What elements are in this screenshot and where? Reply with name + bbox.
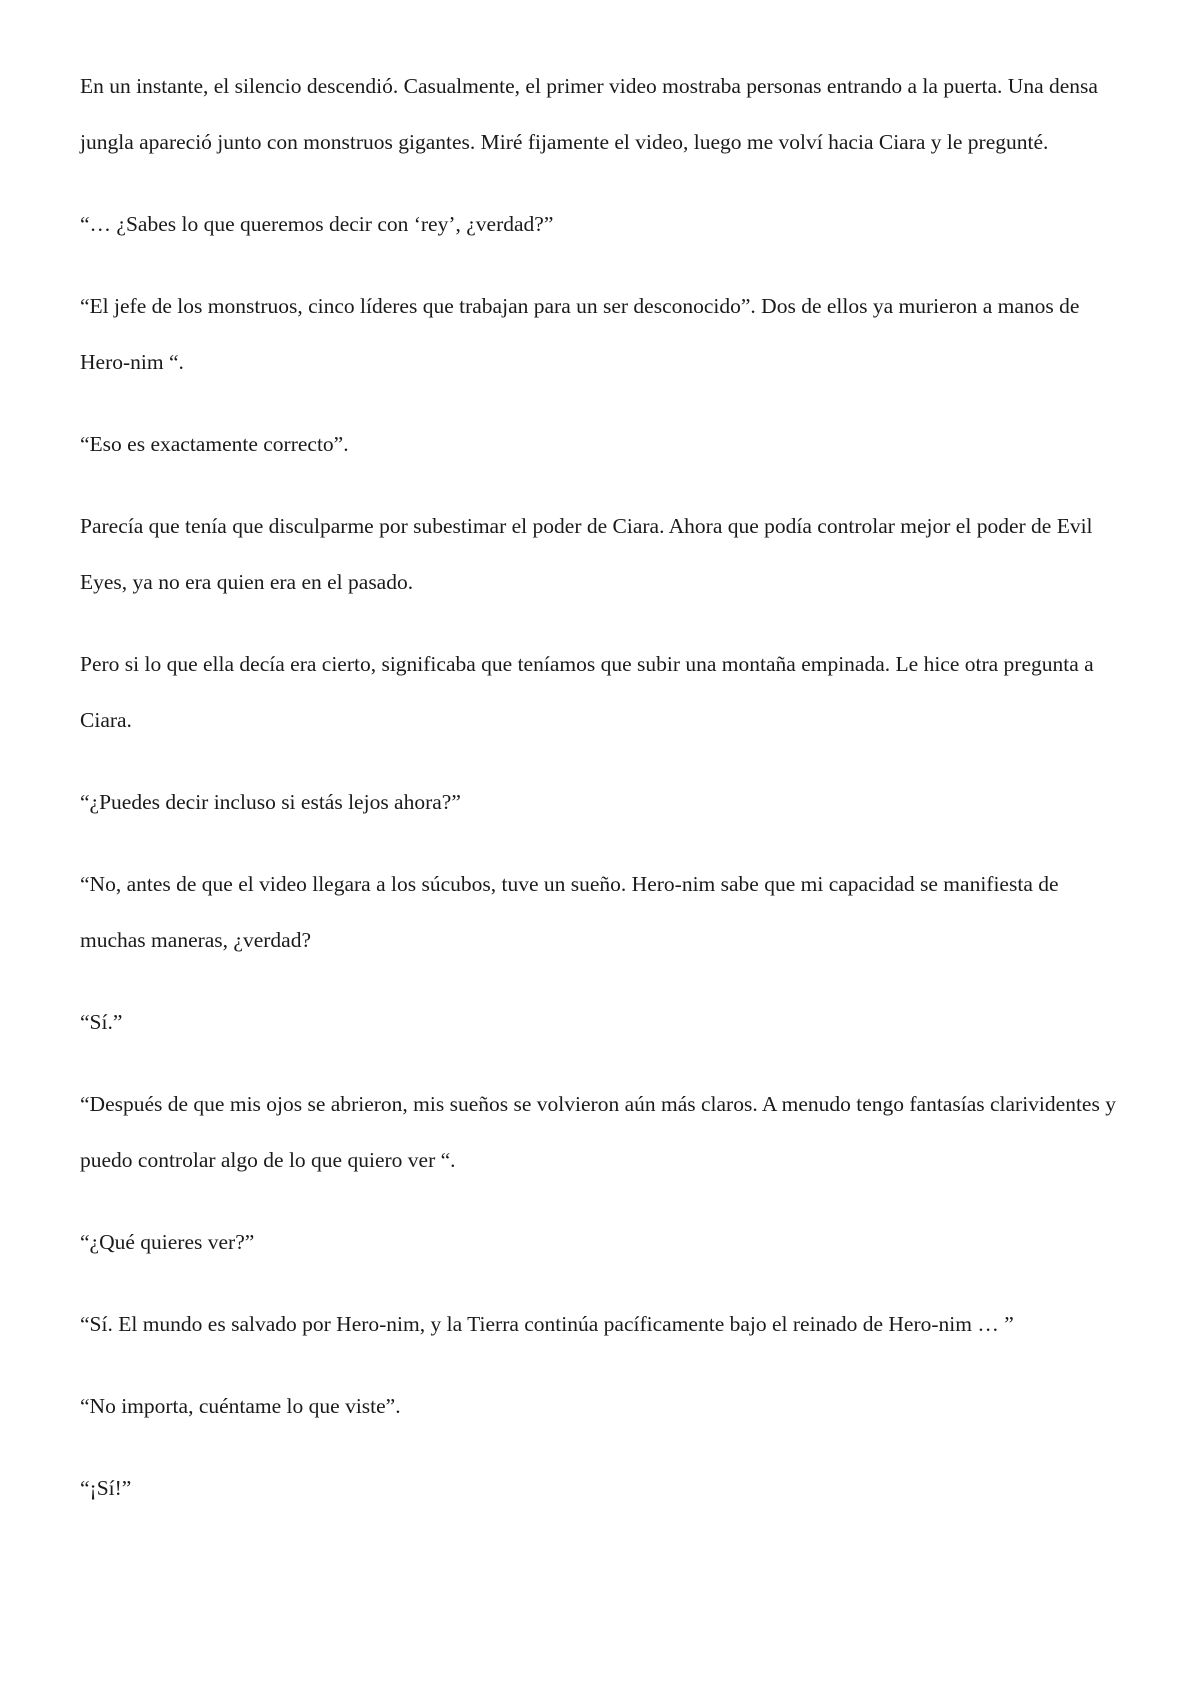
- paragraph-3: “El jefe de los monstruos, cinco líderes que trabajan para un ser desconocido”. Dos de ellos ya murieron a manos de Hero-nim “.: [80, 294, 1080, 374]
- paragraph-12: “Sí. El mundo es salvado por Hero-nim, y la Tierra continúa pacíficamente bajo el reinado de Hero-nim … ”: [80, 1312, 1014, 1336]
- paragraph-2: “… ¿Sabes lo que queremos decir con ‘rey’, ¿verdad?”: [80, 212, 554, 236]
- document-body: [80, 58, 1120, 1542]
- paragraph-5: Parecía que tenía que disculparme por subestimar el poder de Ciara. Ahora que podía controlar mejor el poder de Evil Eyes, ya no era quien era en el pasado.: [80, 514, 1093, 594]
- paragraph-9: “Sí.”: [80, 1010, 123, 1034]
- paragraph-14: “¡Sí!”: [80, 1476, 132, 1500]
- paragraph-11: “¿Qué quieres ver?”: [80, 1230, 255, 1254]
- paragraph-10: “Después de que mis ojos se abrieron, mis sueños se volvieron aún más claros. A menudo tengo fantasías clarividentes y puedo controlar algo de lo que quiero ver “.: [80, 1092, 1116, 1172]
- paragraph-8: “No, antes de que el video llegara a los súcubos, tuve un sueño. Hero-nim sabe que mi capacidad se manifiesta de muchas maneras, ¿verdad?: [80, 872, 1059, 952]
- paragraph-4: “Eso es exactamente correcto”.: [80, 432, 349, 456]
- paragraph-7: “¿Puedes decir incluso si estás lejos ahora?”: [80, 790, 461, 814]
- paragraph-6: Pero si lo que ella decía era cierto, significaba que teníamos que subir una montaña empinada. Le hice otra pregunta a Ciara.: [80, 652, 1094, 732]
- paragraph-13: “No importa, cuéntame lo que viste”.: [80, 1394, 401, 1418]
- paragraph-1: En un instante, el silencio descendió. Casualmente, el primer video mostraba personas entrando a la puerta. Una densa jungla apareció junto con monstruos gigantes. Miré fijamente el video, luego me volví hacia Ciara y le pregunté.: [80, 74, 1098, 154]
